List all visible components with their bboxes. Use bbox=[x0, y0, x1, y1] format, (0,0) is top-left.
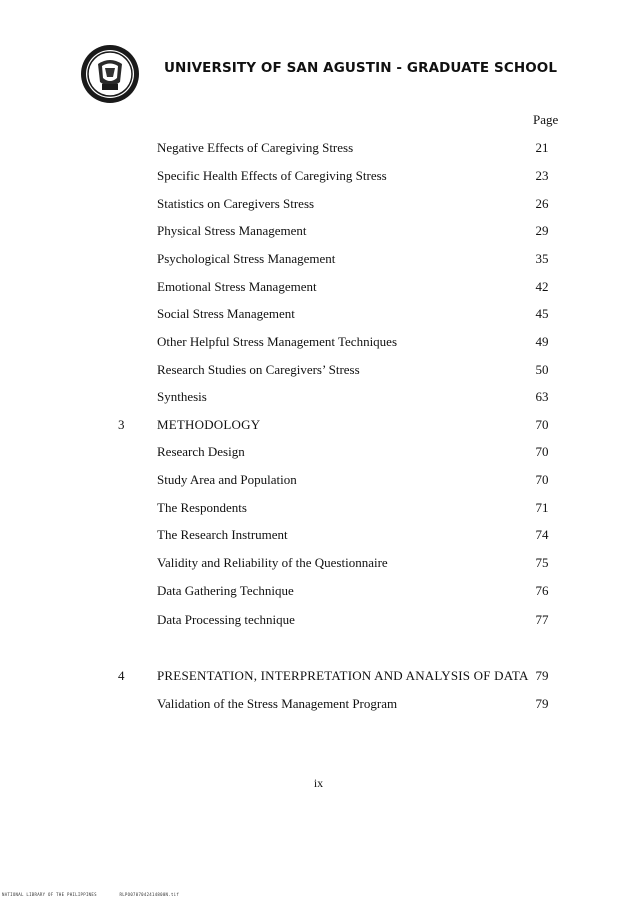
toc-entry-page: 23 bbox=[535, 168, 549, 183]
toc-entry bbox=[0, 472, 637, 492]
footer-file-id: RLPO0707042414800N.tif bbox=[119, 892, 180, 897]
toc-entry-page: 45 bbox=[535, 306, 549, 321]
page-column-label: Page bbox=[533, 112, 559, 127]
toc-entry-page: 49 bbox=[535, 334, 549, 349]
toc-entry bbox=[0, 168, 637, 188]
toc-entry-page: 74 bbox=[535, 527, 549, 542]
toc-entry bbox=[0, 279, 637, 299]
toc-entry-page: 26 bbox=[535, 196, 549, 211]
toc-entry bbox=[0, 389, 637, 409]
university-header-title: UNIVERSITY OF SAN AGUSTIN - GRADUATE SCHOOL bbox=[164, 60, 558, 76]
archive-footer bbox=[2, 892, 199, 897]
toc-entry-title: Social Stress Management bbox=[157, 306, 295, 321]
toc-entry bbox=[0, 417, 637, 437]
toc-entry bbox=[0, 555, 637, 575]
toc-entry bbox=[0, 334, 637, 354]
university-seal-icon bbox=[80, 44, 140, 104]
toc-chapter-number: 3 bbox=[118, 417, 125, 432]
toc-entry-title: Physical Stress Management bbox=[157, 223, 307, 238]
toc-entry-page: 79 bbox=[535, 668, 549, 683]
toc-entry bbox=[0, 444, 637, 464]
toc-entry-title: Data Gathering Technique bbox=[157, 583, 294, 598]
toc-entry bbox=[0, 140, 637, 160]
toc-entry-page: 70 bbox=[535, 472, 549, 487]
footer-library-name: NATIONAL LIBRARY OF THE PHILIPPINES bbox=[2, 892, 97, 897]
toc-entry bbox=[0, 696, 637, 716]
toc-entry-page: 42 bbox=[535, 279, 549, 294]
toc-entry bbox=[0, 223, 637, 243]
toc-entry bbox=[0, 196, 637, 216]
toc-entry-title: Statistics on Caregivers Stress bbox=[157, 196, 315, 211]
toc-entry bbox=[0, 527, 637, 547]
toc-entry-title: Emotional Stress Management bbox=[157, 279, 317, 294]
toc-entry bbox=[0, 583, 637, 603]
page-number: ix bbox=[313, 776, 324, 790]
toc-entry-title: Research Design bbox=[157, 444, 245, 459]
toc-entry-title: The Respondents bbox=[157, 500, 247, 515]
toc-entry-page: 77 bbox=[535, 612, 549, 627]
toc-entry bbox=[0, 306, 637, 326]
toc-entry-title: PRESENTATION, INTERPRETATION AND ANALYSIS OF DATA bbox=[157, 668, 529, 683]
toc-entry-page: 35 bbox=[535, 251, 549, 266]
toc-entry-title: Psychological Stress Management bbox=[157, 251, 336, 266]
toc-entry-page: 21 bbox=[535, 140, 549, 155]
toc-entry-page: 70 bbox=[535, 417, 549, 432]
toc-entry-title: Other Helpful Stress Management Techniques bbox=[157, 334, 398, 349]
toc-entry-page: 70 bbox=[535, 444, 549, 459]
toc-entry-title: The Research Instrument bbox=[157, 527, 288, 542]
toc-entry bbox=[0, 612, 637, 632]
toc-entry-title: Negative Effects of Caregiving Stress bbox=[157, 140, 354, 155]
toc-chapter-number: 4 bbox=[118, 668, 125, 683]
toc-entry bbox=[0, 668, 637, 688]
toc-entry-page: 29 bbox=[535, 223, 549, 238]
toc-entry-title: Validation of the Stress Management Program bbox=[157, 696, 398, 711]
toc-entry-title: Synthesis bbox=[157, 389, 207, 404]
toc-entry-title: Specific Health Effects of Caregiving Stress bbox=[157, 168, 387, 183]
toc-entry-page: 76 bbox=[535, 583, 549, 598]
toc-entry-title: Validity and Reliability of the Questionnaire bbox=[157, 555, 388, 570]
toc-entry bbox=[0, 251, 637, 271]
toc-entry-page: 50 bbox=[535, 362, 549, 377]
toc-entry bbox=[0, 500, 637, 520]
toc-entry-title: Research Studies on Caregivers’ Stress bbox=[157, 362, 360, 377]
toc-entry-title: Study Area and Population bbox=[157, 472, 297, 487]
toc-entry bbox=[0, 362, 637, 382]
toc-entry-page: 75 bbox=[535, 555, 549, 570]
toc-entry-page: 63 bbox=[535, 389, 549, 404]
toc-entry-title: Data Processing technique bbox=[157, 612, 295, 627]
toc-entry-page: 79 bbox=[535, 696, 549, 711]
toc-entry-page: 71 bbox=[535, 500, 549, 515]
toc-entry-title: METHODOLOGY bbox=[157, 417, 261, 432]
